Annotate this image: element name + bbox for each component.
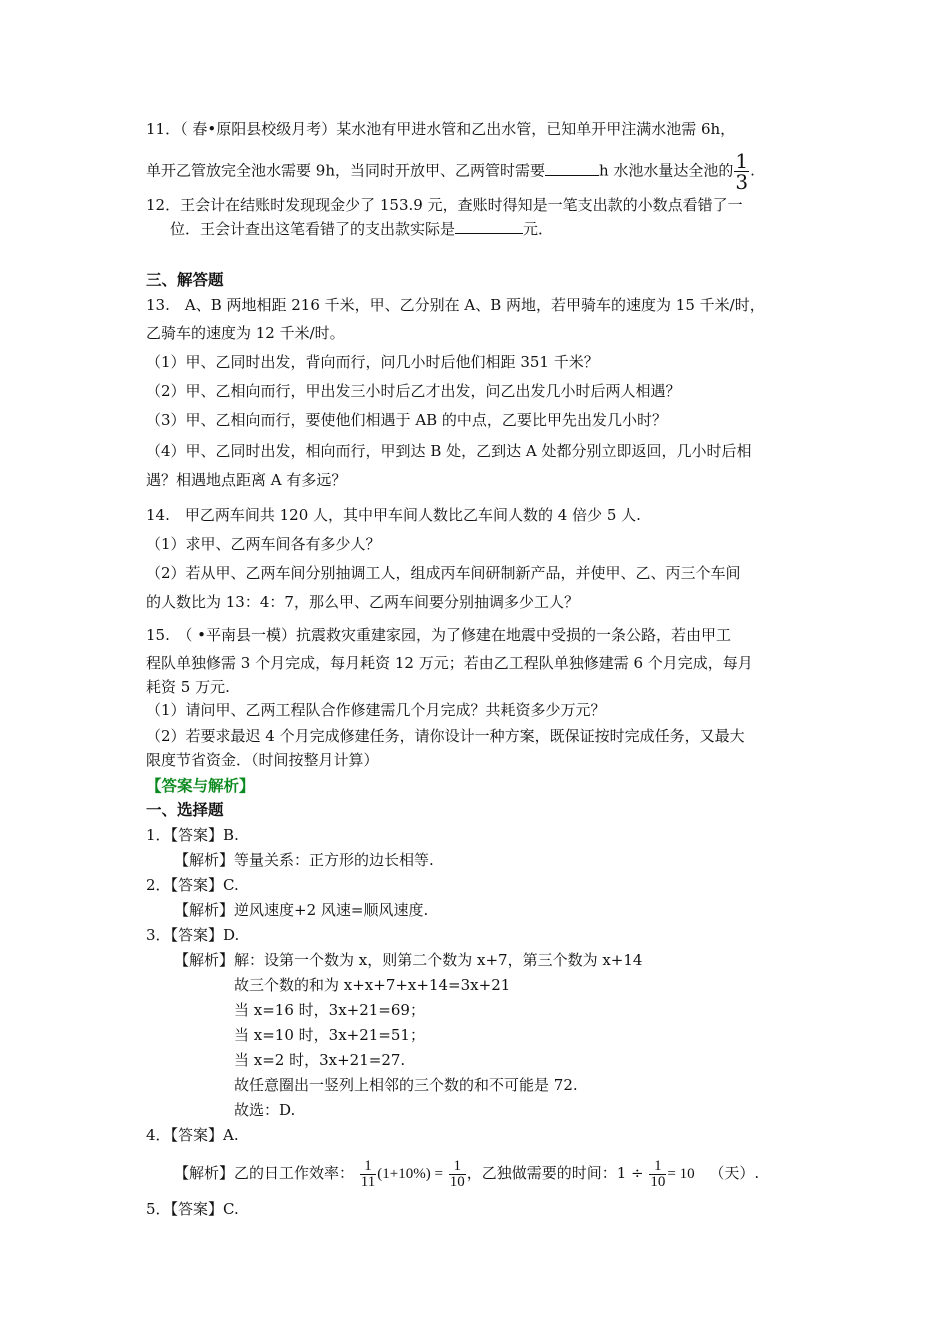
- q12-text-a: 位．王会计查出这笔看错了的支出款实际是: [170, 220, 456, 238]
- q11-text-c: .: [750, 161, 755, 180]
- q14-line: （1）求甲、乙两车间各有多少人？: [146, 535, 381, 553]
- section-1-title: 一、选择题: [146, 801, 224, 819]
- answer-2: 2．【答案】C.: [146, 876, 239, 894]
- q15-line: （1）请问甲、乙两工程队合作修建需几个月完成？共耗资多少万元？: [146, 701, 606, 719]
- q15-line: （2）若要求最迟 4 个月完成修建任务，请你设计一种方案，既保证按时完成任务，又最大: [146, 727, 745, 745]
- analysis-3-step: 当 x=2 时，3x+21=27.: [234, 1051, 406, 1069]
- analysis-4: [174, 1156, 759, 1191]
- analysis-4-mid1: (1+10%) =: [377, 1166, 443, 1182]
- q11-answer-blank: [545, 160, 599, 176]
- section-3-title: 三、解答题: [146, 271, 224, 289]
- q15-line: 限度节省资金．（时间按整月计算）: [146, 751, 379, 769]
- q13-line: （2）甲、乙相向而行，甲出发三小时后乙才出发，问乙出发几小时后两人相遇？: [146, 382, 681, 400]
- frac-num: 1: [649, 1159, 666, 1175]
- q14-line: （2）若从甲、乙两车间分别抽调工人，组成丙车间研制新产品，并使甲、乙、丙三个车间: [146, 564, 741, 582]
- q12-line2: [170, 218, 553, 240]
- q13-line: （4）甲、乙同时出发，相向而行，甲到达 B 处，乙到达 A 处都分别立即返回，几小时后相: [146, 442, 752, 460]
- answer-5: 5．【答案】C.: [146, 1200, 239, 1218]
- q14-line: 的人数比为 13：4：7，那么甲、乙两车间要分别抽调多少工人？: [146, 593, 579, 611]
- analysis-3-step: 故三个数的和为 x+x+7+x+14=3x+21: [234, 976, 511, 994]
- frac-den: 11: [360, 1173, 376, 1190]
- q11-fraction: [734, 151, 749, 192]
- analysis-2: 【解析】逆风速度+2 风速=顺风速度.: [174, 901, 429, 919]
- q12-answer-blank: [455, 218, 523, 234]
- q15-line: 程队单独修需 3 个月完成，每月耗资 12 万元；若由乙工程队单独修建需 6 个月完成，每月: [146, 654, 753, 672]
- fraction-1-10: [449, 1159, 466, 1190]
- answer-4: 4．【答案】A.: [146, 1126, 239, 1144]
- q14-line: 14. 甲乙两车间共 120 人，其中甲车间人数比乙车间人数的 4 倍少 5 人.: [146, 506, 641, 524]
- q12-line1: 12．王会计在结账时发现现金少了 153.9 元，查账时得知是一笔支出款的小数点看错了一: [146, 196, 743, 214]
- frac-num: 1: [449, 1159, 466, 1175]
- q15-line: 15. （ •平南县一模）抗震救灾重建家园，为了修建在地震中受损的一条公路，若由甲工: [146, 626, 731, 644]
- analysis-3-step: 当 x=10 时，3x+21=51；: [234, 1026, 425, 1044]
- q13-line: （3）甲、乙相向而行，要使他们相遇于 AB 的中点，乙要比甲先出发几小时？: [146, 411, 667, 429]
- q13-line: （1）甲、乙同时出发，背向而行，问几小时后他们相距 351 千米？: [146, 353, 599, 371]
- q11-line2: [146, 151, 755, 192]
- q13-line: 乙骑车的速度为 12 千米/时。: [146, 324, 345, 342]
- q11-text-b: h 水池水量达全池的: [598, 161, 734, 180]
- fraction-1-10-b: [649, 1159, 666, 1190]
- q11-frac-num: 1: [735, 149, 749, 173]
- analysis-4-mid3: = 10: [667, 1166, 695, 1182]
- frac-den: 10: [650, 1173, 666, 1190]
- q11-line1: 11．（ 春•原阳县校级月考）某水池有甲进水管和乙出水管，已知单开甲注满水池需 6h，: [146, 120, 736, 138]
- analysis-3: 【解析】解：设第一个数为 x，则第二个数为 x+7，第三个数为 x+14: [174, 951, 643, 969]
- q15-line: 耗资 5 万元.: [146, 678, 230, 696]
- analysis-4-suffix: （天）.: [709, 1164, 760, 1182]
- q11-frac-den: 3: [735, 170, 749, 194]
- q13-line: 13. A、B 两地相距 216 千米，甲、乙分别在 A、B 两地，若甲骑车的速度为 15 千米/时，: [146, 296, 765, 314]
- answer-3: 3．【答案】D.: [146, 926, 240, 944]
- answer-1: 1．【答案】B.: [146, 826, 239, 844]
- frac-num: 1: [360, 1159, 376, 1175]
- frac-den: 10: [449, 1173, 465, 1190]
- fraction-1-11: [360, 1159, 376, 1190]
- analysis-3-step: 故选：D.: [234, 1101, 296, 1119]
- analysis-3-step: 故任意圈出一竖列上相邻的三个数的和不可能是 72.: [234, 1076, 578, 1094]
- analysis-1: 【解析】等量关系：正方形的边长相等.: [174, 851, 434, 869]
- q12-text-b: 元．: [523, 220, 554, 238]
- analysis-4-mid2: ，乙独做需要的时间：1 ÷: [466, 1164, 644, 1182]
- q13-line: 遇？相遇地点距离 A 有多远？: [146, 471, 347, 489]
- answers-title: 【答案与解析】: [146, 777, 255, 795]
- analysis-3-step: 当 x=16 时，3x+21=69；: [234, 1001, 425, 1019]
- q11-text-a: 单开乙管放完全池水需要 9h，当同时开放甲、乙两管时需要: [146, 161, 545, 180]
- analysis-4-prefix: 【解析】乙的日工作效率：: [174, 1164, 355, 1182]
